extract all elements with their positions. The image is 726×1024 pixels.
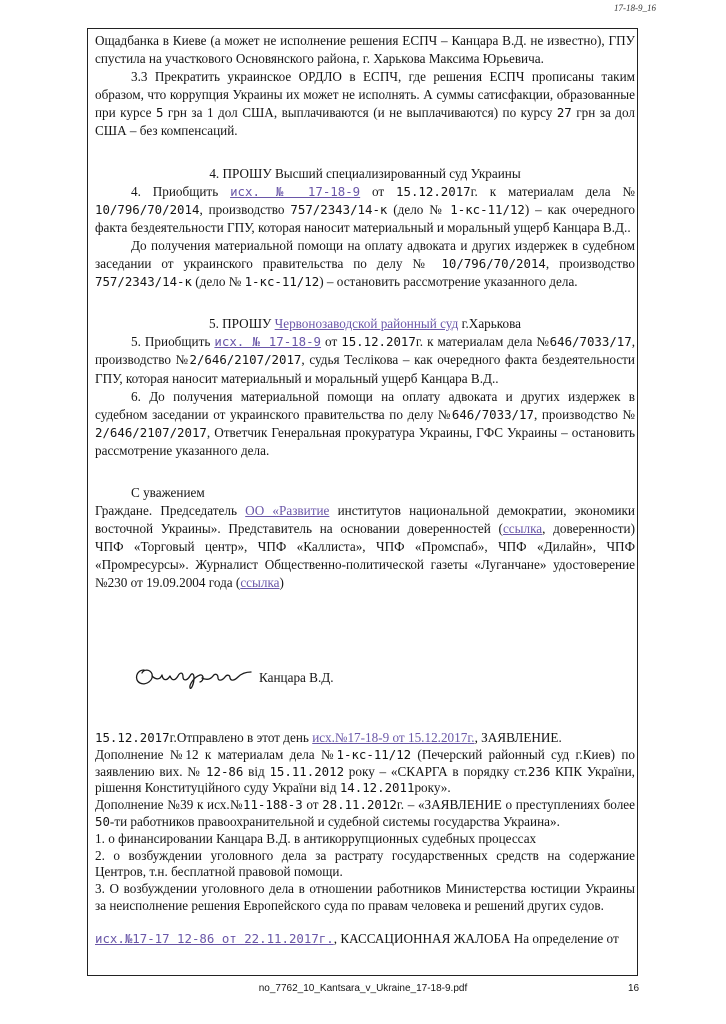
text: г. к материалам дела № <box>470 183 636 199</box>
text: Дополнение №39 к исх.№ <box>95 797 243 813</box>
number: 5 <box>155 105 164 121</box>
text: от <box>302 797 323 813</box>
case-number: 1-кс-11/12 <box>450 201 525 217</box>
text: от <box>360 183 397 199</box>
section-4-paragraph-1 <box>95 183 635 237</box>
date: 28.11.2012 <box>322 797 397 813</box>
text: , производство № <box>95 334 636 368</box>
text: ) <box>279 575 284 591</box>
text: институтов национальной демократии, экономики восточной Украины». Представитель на основании доверенностей ( <box>95 503 635 537</box>
outgoing-ref-link[interactable]: исх.№17-18-9 от 15.12.2017г. <box>312 730 475 745</box>
case-number: 10/796/70/2014 <box>441 256 546 272</box>
text: от <box>321 334 342 350</box>
proceeding-number: 2/646/2107/2017 <box>189 352 302 368</box>
number: 27 <box>556 105 572 121</box>
text: грн за дол США – без компенсаций. <box>95 105 635 139</box>
text: (дело № <box>191 274 245 290</box>
paragraph-3-3 <box>95 68 635 140</box>
certificate-link[interactable]: ссылка <box>240 575 280 591</box>
dispatch-line <box>95 730 635 747</box>
text: , Ответчик Генеральная прокуратура Украины, ГФС Украины – остановить рассмотрение указанного дела. <box>95 424 635 458</box>
section-4-heading: 4. ПРОШУ Высший специализированный суд Украины <box>209 165 521 181</box>
text: року – «СКАРГА в порядку ст. <box>344 763 528 779</box>
number: 11-188-3 <box>243 797 303 813</box>
number: 236 <box>527 763 551 779</box>
text: (Печерский районный суд г.Киев) по заявлению вих. № <box>95 746 635 779</box>
text: ) – остановить рассмотрение указанного дела. <box>319 274 578 290</box>
text: КПК України, рішення Конституційного суду України від <box>95 763 635 796</box>
case-number: 1-кс-11/12 <box>244 274 320 290</box>
addendum-12 <box>95 747 635 797</box>
text: , доверенности) ЧПФ «Торговый центр», ЧПФ «Каллиста», ЧПФ «Промспаб», ЧПФ «Дилайн», ЧПФ «Промресурсы». Журналист Общественно-политической газеты «Луганчане» удостоверение №230 от 19.09.2004 года ( <box>95 521 636 591</box>
text: 3.3 Прекратить украинское ОРДЛО в ЕСПЧ, где решения ЕСПЧ прописаны таким образом, что коррупция Украины их может не исполнять. А суммы сатисфакции, образованные при курсе <box>95 69 635 121</box>
outgoing-ref-link[interactable]: исх.№17-17 12-86 от 22.11.2017г. <box>95 930 334 946</box>
dispatch-notes <box>95 730 635 948</box>
proxy-link[interactable]: ссылка <box>502 521 543 537</box>
case-number: 1-кс-11/12 <box>336 746 412 762</box>
date: 15.11.2012 <box>269 763 345 779</box>
section-4-paragraph-2 <box>95 237 635 291</box>
text: 5. ПРОШУ <box>208 316 275 332</box>
text: До получения материальной помощи на оплату адвоката и других издержек в судебном заседании от украинского правительства по делу № <box>95 237 635 272</box>
section-5-paragraph-1 <box>95 333 635 387</box>
footer-filename: no_7762_10_Kantsara_v_Ukraine_17-18-9.pdf <box>258 983 468 994</box>
section-5-paragraph-2 <box>95 388 635 460</box>
section-5-heading <box>95 315 635 333</box>
text: Ощадбанка в Киеве (а может не исполнение решения ЕСПЧ – Канцара В.Д. не известно), ГПУ спустила на участкового Основянского района, г. Харькова Максима Юрьевича. <box>95 33 635 67</box>
text: , производство <box>545 256 635 272</box>
text: року». <box>414 780 451 796</box>
paragraph-bank <box>95 32 635 68</box>
regards: С уважением <box>131 484 205 500</box>
text: ) – как очередного факта бездеятельности ГПУ, которая наносит материальный и моральный ущерб Канцара В.Д.. <box>95 201 636 235</box>
list-item: 3. О возбуждении уголовного дела в отношении работников Министерства юстиции Украины за неисполнение решения Европейского суда по правам человека и решений других судов. <box>95 881 635 913</box>
date: 15.12.2017 <box>95 730 170 745</box>
number: 12-86 <box>206 763 244 779</box>
corner-mark: 17-18-9_16 <box>614 3 656 13</box>
text: Дополнение №12 к материалам дела № <box>95 746 337 762</box>
signature-row <box>130 650 430 694</box>
text: г.Отправлено в этот день <box>169 730 313 745</box>
list-item: 1. о финансировании Канцара В.Д. в антикоррупционных судебных процессах <box>95 830 537 846</box>
outgoing-ref-link[interactable]: исх. № 17-18-9 <box>230 183 361 199</box>
signatory-block <box>95 502 635 592</box>
court-link[interactable]: Червонозаводской районный суд <box>274 316 459 332</box>
proceeding-number: 757/2343/14-к <box>95 274 192 290</box>
date: 15.12.2017 <box>396 183 471 199</box>
text: , КАССАЦИОННАЯ ЖАЛОБА На определение от <box>333 930 619 946</box>
case-number: 646/7033/17 <box>451 406 534 422</box>
text: -ти работников правоохранительной и судебной системы государства Украина». <box>109 813 560 829</box>
text: , ЗАЯВЛЕНИЕ. <box>474 730 562 745</box>
proceeding-number: 2/646/2107/2017 <box>95 424 207 440</box>
proceeding-number: 757/2343/14-к <box>290 201 388 217</box>
text: грн за 1 дол США, выплачиваются (и не выплачиваются) по курсу <box>163 105 557 121</box>
document-body <box>95 32 635 593</box>
case-number: 646/7033/17 <box>549 334 632 350</box>
text: 5. Приобщить <box>131 334 215 350</box>
text: г. – «ЗАЯВЛЕНИЕ о преступлениях более <box>396 797 635 813</box>
outgoing-ref-link[interactable]: исх. № 17-18-9 <box>214 334 322 350</box>
text: (дело № <box>387 201 451 217</box>
organization-link[interactable]: ОО «Развитие <box>245 503 330 519</box>
text: г. к материалам дела № <box>415 334 550 350</box>
text: Граждане. Председатель <box>95 503 246 519</box>
text: від <box>243 763 270 779</box>
handwritten-signature <box>130 650 255 694</box>
signatory-name: Канцара В.Д. <box>259 670 334 685</box>
page-number: 16 <box>628 983 640 994</box>
case-number: 10/796/70/2014 <box>95 201 200 217</box>
date: 15.12.2017 <box>341 334 416 350</box>
text: 4. Приобщить <box>131 183 231 199</box>
text: , судья Теслікова – как очередного факта бездеятельности ГПУ, которая наносит материальный и моральный ущерб Канцара В.Д.. <box>95 352 635 386</box>
date: 14.12.2011 <box>339 780 415 796</box>
cassation-line <box>95 931 635 948</box>
number: 50 <box>95 813 110 829</box>
text: г.Харькова <box>458 316 522 332</box>
addendum-39 <box>95 797 635 831</box>
text: 6. До получения материальной помощи на оплату адвоката и других издержек в судебном заседании от украинского правительства по делу № <box>95 388 635 422</box>
list-item: 2. о возбуждении уголовного дела за растрату государственных средств на содержание Центров, т.н. бесплатной правовой помощи. <box>95 847 635 880</box>
text: , производство № <box>533 406 636 422</box>
text: , производство <box>199 201 291 217</box>
